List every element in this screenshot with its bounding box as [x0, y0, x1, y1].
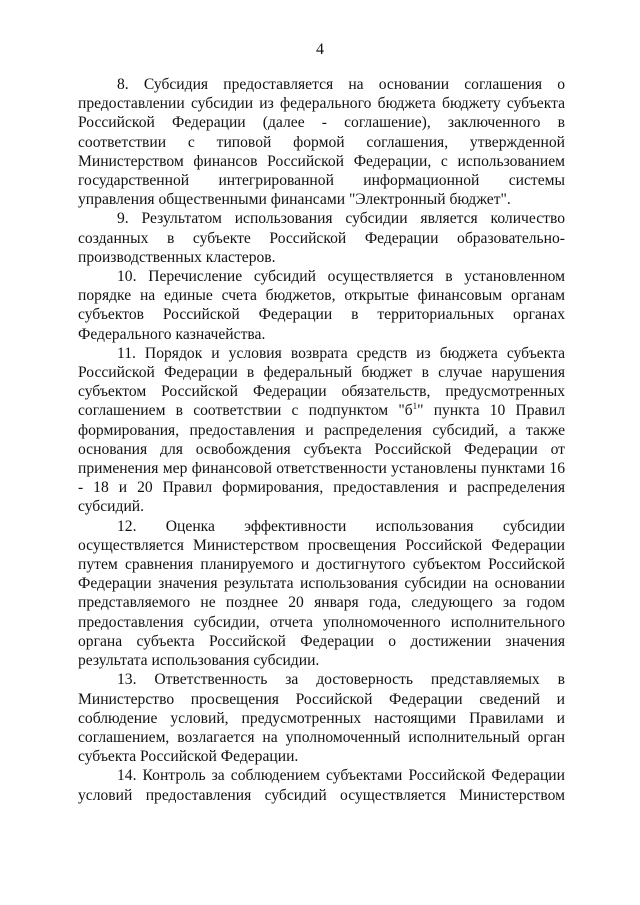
paragraph-12: 12. Оценка эффективности использования субсидии осуществляется Министерством просвещения Российской Федерации путем сравнения планируемого и достигнутого субъектом Российской Федерации значения результата использования субсидии на основании представляемого не позднее 20 января года, следующего за годом предоставления субсидии, отчета уполномоченного исполнительного органа субъекта Российской Федерации о достижении значения результата использования субсидии. — [78, 517, 565, 670]
paragraph-10: 10. Перечисление субсидий осуществляется в установленном порядке на единые счета бюджетов, открытые финансовым органам субъектов Российской Федерации в территориальных органах Федерального казначейства. — [78, 268, 565, 343]
paragraph-9: 9. Результатом использования субсидии является количество созданных в субъекте Российской Федерации образовательно-производственных кластеров. — [78, 210, 565, 266]
paragraph-8: 8. Субсидия предоставляется на основании соглашения о предоставлении субсидии из федерального бюджета бюджету субъекта Российской Федерации (далее - соглашение), заключенного в соответствии с типовой формой соглашения, утвержденной Министерством финансов Российской Федерации, с использованием государственной интегрированной информационной системы управления общественными финансами "Электронный бюджет". — [78, 76, 565, 209]
document-body — [78, 75, 565, 804]
paragraph-11-text-start: 11. Порядок и условия возврата средств из бюджета субъекта Российской Федерации в федеральный бюджет в случае нарушения субъектом Российской Федерации обязательств, предусмотренных соглашением в соответствии с подпунктом "б — [78, 344, 565, 420]
paragraph-11-superscript: 1 — [412, 401, 418, 412]
page-number: 4 — [316, 41, 324, 58]
paragraph-11-text-end: " пункта 10 Правил формирования, предоставления и распределения субсидий, а также основания для освобождения субъекта Российской Федерации от применения мер финансовой ответственности установлены пунктами 16 - 18 и 20 Правил формирования, предоставления и распределения субсидий. — [78, 402, 565, 516]
paragraph-14: 14. Контроль за соблюдением субъектами Российской Федерации условий предоставления субсидий осуществляется Министерством — [78, 767, 565, 804]
paragraph-11 — [78, 344, 565, 517]
paragraph-13: 13. Ответственность за достоверность представляемых в Министерство просвещения Российской Федерации сведений и соблюдение условий, предусмотренных настоящими Правилами и соглашением, возлагается на уполномоченный исполнительный орган субъекта Российской Федерации. — [78, 671, 565, 766]
